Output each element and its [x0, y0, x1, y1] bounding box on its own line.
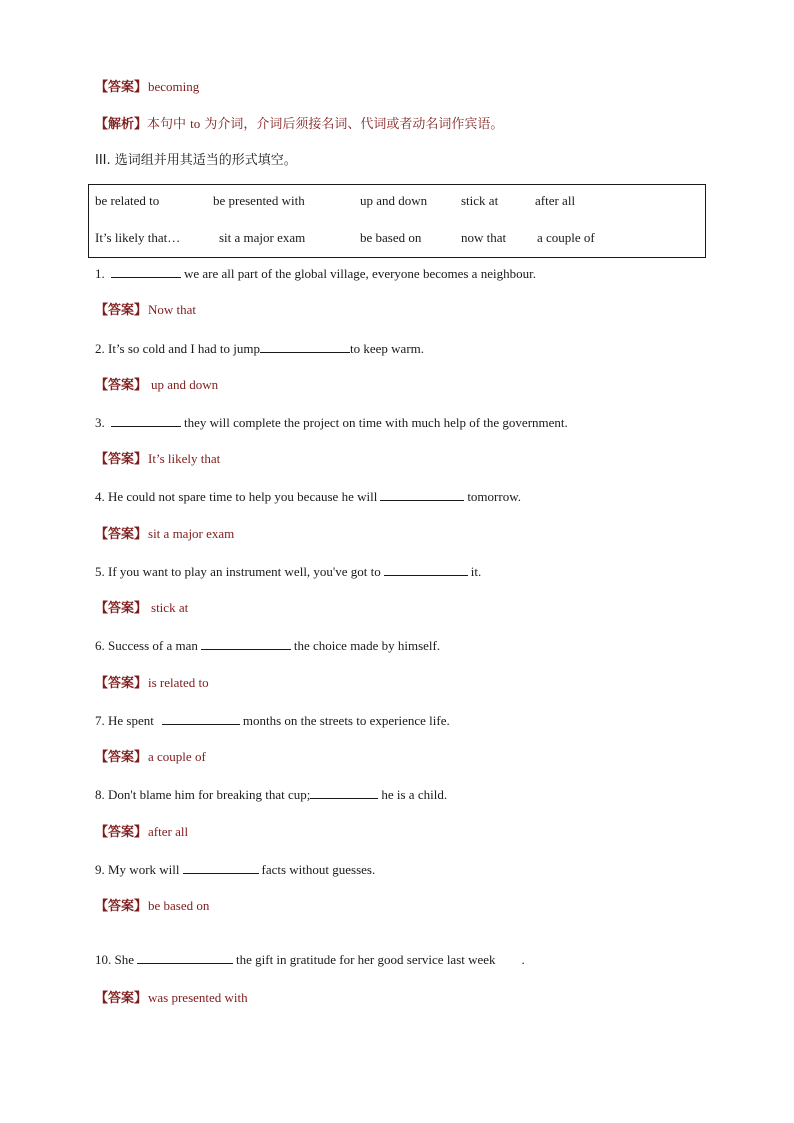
question-number: 9.: [95, 862, 105, 877]
analysis-tag: 【解析】: [95, 117, 148, 132]
word-bank-item: after all: [535, 193, 576, 208]
answer-tag: 【答案】: [95, 527, 148, 542]
answer-line-5: [95, 600, 188, 617]
answer-value: was presented with: [148, 990, 248, 1005]
question-3: [95, 414, 568, 431]
answer-line-8: [95, 824, 188, 841]
question-number: 2.: [95, 341, 105, 356]
answer-line-9: [95, 898, 209, 915]
answer-tag: 【答案】: [95, 378, 148, 393]
answer-tag: 【答案】: [95, 991, 148, 1006]
question-text-before: She: [114, 952, 134, 967]
question-5: [95, 563, 481, 580]
question-6: [95, 637, 440, 654]
question-text-after: to keep warm.: [350, 341, 425, 356]
question-text-after: he is a child.: [381, 787, 448, 802]
answer-tag: 【答案】: [95, 750, 148, 765]
question-text-after: tomorrow.: [467, 489, 521, 504]
question-number: 8.: [95, 787, 105, 802]
question-text-before: He spent: [108, 713, 154, 728]
question-text-after: the gift in gratitude for her good service last week .: [236, 952, 525, 967]
word-bank-item: be based on: [360, 230, 422, 245]
answer-line-10: [95, 990, 248, 1007]
question-number: 3.: [95, 415, 105, 430]
answer-tag: 【答案】: [95, 80, 148, 95]
analysis-to: to: [190, 116, 201, 131]
answer-blank[interactable]: [384, 563, 468, 576]
word-bank-box: [88, 184, 706, 258]
word-bank-item: now that: [461, 230, 507, 245]
answer-blank[interactable]: [162, 712, 240, 725]
question-text-before: He could not spare time to help you because he will: [108, 489, 378, 504]
answer-value: It’s likely that: [148, 451, 221, 466]
question-text-before: Success of a man: [108, 638, 198, 653]
answer-tag: 【答案】: [95, 452, 148, 467]
word-bank-item: stick at: [461, 193, 499, 208]
word-bank-item: a couple of: [537, 230, 595, 245]
answer-tag: 【答案】: [95, 601, 148, 616]
question-text-after: they will complete the project on time with much help of the government.: [184, 415, 568, 430]
answer-blank[interactable]: [380, 488, 464, 501]
answer-blank[interactable]: [260, 340, 350, 353]
answer-value: up and down: [151, 377, 219, 392]
question-4: [95, 488, 521, 505]
answer-blank[interactable]: [111, 414, 181, 427]
answer-blank[interactable]: [201, 637, 291, 650]
answer-tag: 【答案】: [95, 303, 148, 318]
answer-line-2: [95, 377, 218, 394]
question-number: 4.: [95, 489, 105, 504]
question-1: [95, 265, 536, 282]
answer-value: is related to: [148, 675, 209, 690]
question-number: 6.: [95, 638, 105, 653]
answer-value: becoming: [148, 79, 200, 94]
word-bank-item: be related to: [95, 193, 160, 208]
answer-blank[interactable]: [183, 861, 259, 874]
word-bank-item: It’s likely that…: [95, 230, 181, 245]
analysis-line: [95, 116, 503, 133]
answer-blank[interactable]: [111, 265, 181, 278]
answer-value: be based on: [148, 898, 210, 913]
word-bank-item: up and down: [360, 193, 428, 208]
answer-tag: 【答案】: [95, 676, 148, 691]
question-text-before: My work will: [108, 862, 180, 877]
question-number: 10.: [95, 952, 112, 967]
question-10: [95, 951, 525, 968]
section-title: III. 选词组并用其适当的形式填空。: [95, 153, 297, 168]
question-text-before: It’s so cold and I had to jump: [108, 341, 261, 356]
word-bank-item: be presented with: [213, 193, 305, 208]
question-text-after: facts without guesses.: [261, 862, 376, 877]
answer-tag: 【答案】: [95, 899, 148, 914]
answer-line-6: [95, 675, 209, 692]
question-text-after: the choice made by himself.: [293, 638, 441, 653]
answer-value: Now that: [148, 302, 197, 317]
answer-line-7: [95, 749, 206, 766]
answer-line-1: [95, 302, 196, 319]
question-8: [95, 786, 447, 803]
word-bank-item: sit a major exam: [219, 230, 306, 245]
question-9: [95, 861, 375, 878]
answer-line-3: [95, 451, 220, 468]
answer-value: stick at: [151, 600, 189, 615]
answer-tag: 【答案】: [95, 825, 148, 840]
question-text-after: it.: [470, 564, 482, 579]
question-text-before: Don't blame him for breaking that cup;: [108, 787, 311, 802]
answer-value: a couple of: [148, 749, 206, 764]
answer-line-top: [95, 79, 199, 96]
question-text-after: months on the streets to experience life.: [242, 713, 450, 728]
answer-line-4: [95, 526, 234, 543]
analysis-prefix: 本句中: [147, 117, 191, 132]
analysis-rest: 为介词，介词后须接名词、代词或者动名词作宾语。: [200, 117, 504, 132]
question-2: [95, 340, 424, 357]
question-number: 7.: [95, 713, 105, 728]
question-7: [95, 712, 450, 729]
question-number: 5.: [95, 564, 105, 579]
answer-blank[interactable]: [137, 951, 233, 964]
answer-blank[interactable]: [310, 786, 378, 799]
question-number: 1.: [95, 266, 105, 281]
question-text-after: we are all part of the global village, everyone becomes a neighbour.: [184, 266, 536, 281]
answer-value: sit a major exam: [148, 526, 235, 541]
question-text-before: If you want to play an instrument well, you've got to: [108, 564, 381, 579]
answer-value: after all: [148, 824, 189, 839]
